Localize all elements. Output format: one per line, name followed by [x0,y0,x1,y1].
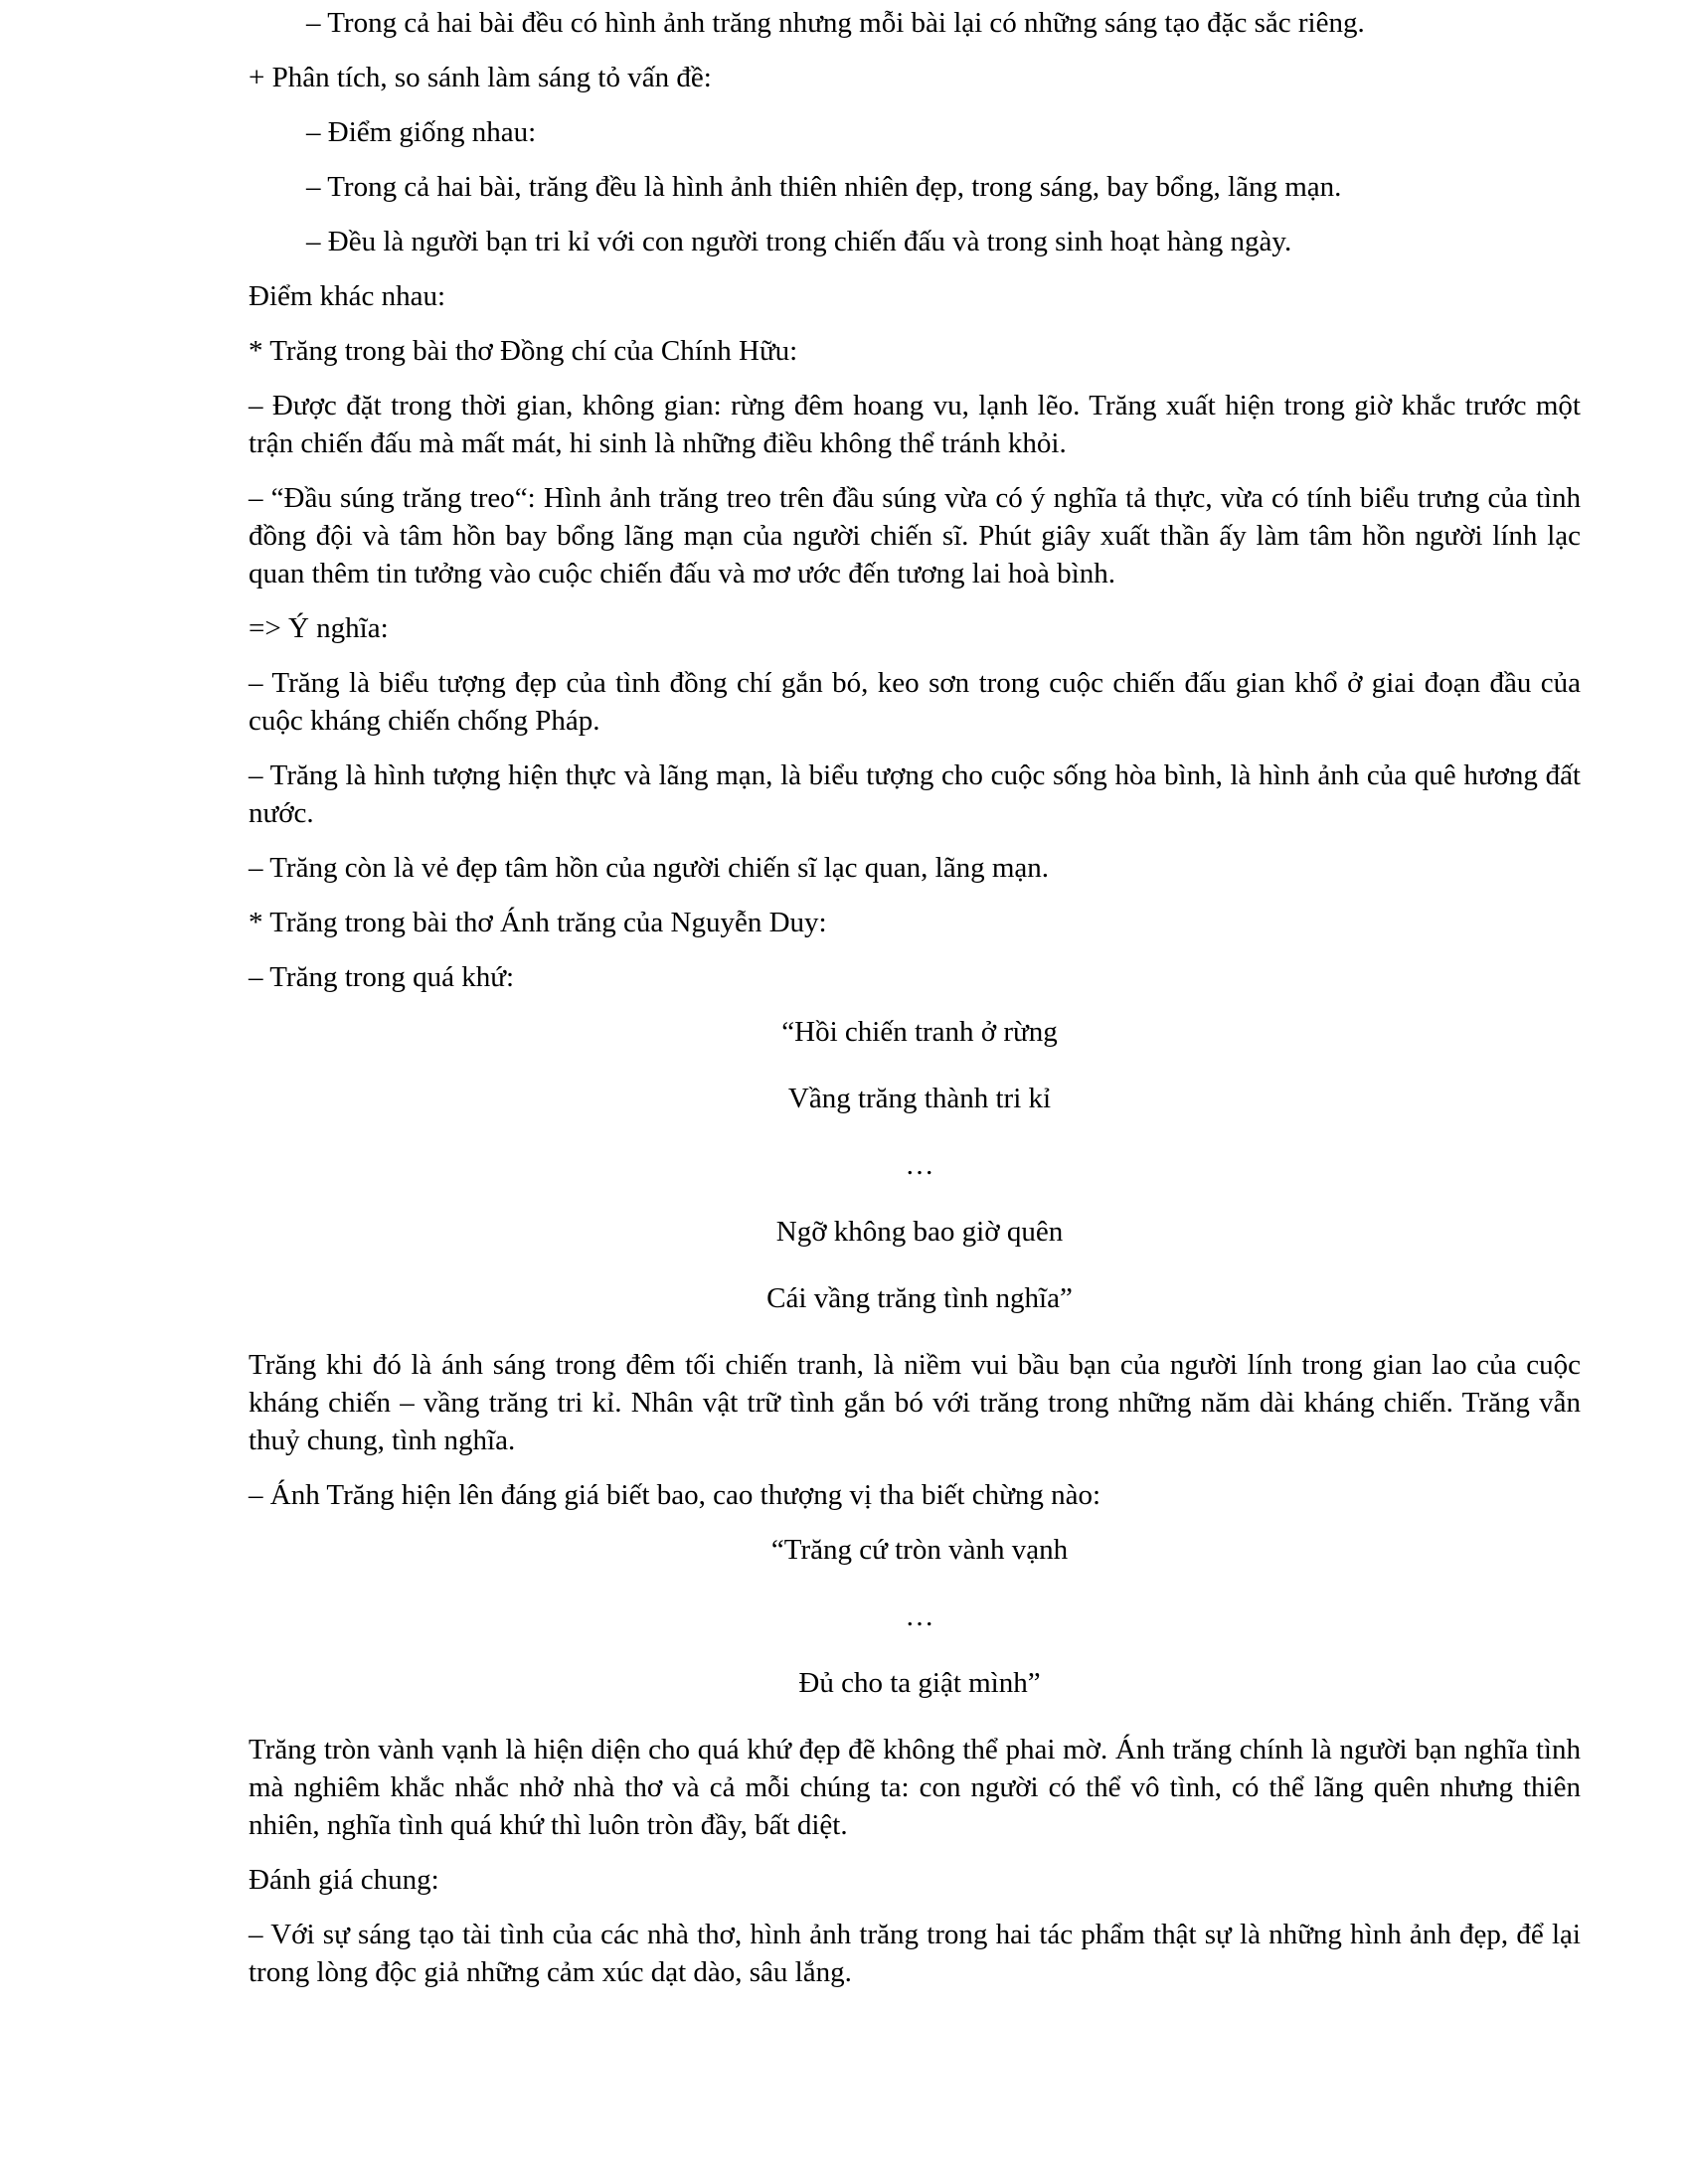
paragraph: – Trăng trong quá khứ: [249,961,515,993]
paragraph: – “Đầu súng trăng treo“: Hình ảnh trăng treo trên đầu súng vừa có ý nghĩa tả thực, vừa có tính biểu trưng của tình đồng đội và tâm hồn bay bổng lãng mạn của người chiến sĩ. Phút giây xuất thần ấy làm tâm hồn người lính lạc quan thêm tin tưởng vào cuộc chiến đấu và mơ ước đến tương lai hoà bình. [249,482,1581,589]
paragraph: Trăng khi đó là ánh sáng trong đêm tối chiến tranh, là niềm vui bầu bạn của người lính trong gian lao của cuộc kháng chiến – vầng trăng tri kỉ. Nhân vật trữ tình gắn bó với trăng trong những năm dài kháng chiến. Trăng vẫn thuỷ chung, tình nghĩa. [249,1349,1581,1456]
poem-line: Cái vầng trăng tình nghĩa” [766,1282,1073,1314]
paragraph: + Phân tích, so sánh làm sáng tỏ vấn đề: [249,62,712,93]
poem-line: Vầng trăng thành tri kỉ [787,1083,1052,1114]
paragraph: – Trong cả hai bài, trăng đều là hình ảnh thiên nhiên đẹp, trong sáng, bay bổng, lãng mạn. [306,171,1342,203]
paragraph: – Trăng là hình tượng hiện thực và lãng mạn, là biểu tượng cho cuộc sống hòa bình, là hình ảnh của quê hương đất nước. [249,759,1581,829]
document-body [249,0,1581,1991]
paragraph: * Trăng trong bài thơ Ánh trăng của Nguyễn Duy: [249,907,827,938]
poem-line: Đủ cho ta giật mình” [798,1667,1041,1699]
paragraph: – Với sự sáng tạo tài tình của các nhà thơ, hình ảnh trăng trong hai tác phẩm thật sự là những hình ảnh đẹp, để lại trong lòng độc giả những cảm xúc dạt dào, sâu lắng. [249,1919,1581,1988]
poem-excerpt-1 [249,1013,1581,1317]
paragraph: Điểm khác nhau: [249,280,446,312]
poem-excerpt-2 [249,1531,1581,1702]
paragraph: – Trăng còn là vẻ đẹp tâm hồn của người chiến sĩ lạc quan, lãng mạn. [249,852,1050,884]
paragraph: Đánh giá chung: [249,1864,439,1896]
paragraph: – Trong cả hai bài đều có hình ảnh trăng nhưng mỗi bài lại có những sáng tạo đặc sắc riêng. [306,7,1365,39]
paragraph: Trăng tròn vành vạnh là hiện diện cho quá khứ đẹp đẽ không thể phai mờ. Ánh trăng chính là người bạn nghĩa tình mà nghiêm khắc nhắc nhở nhà thơ và cả mỗi chúng ta: con người có thể vô tình, có thể lãng quên nhưng thiên nhiên, nghĩa tình quá khứ thì luôn tròn đầy, bất diệt. [249,1734,1581,1841]
poem-line: … [905,1600,934,1632]
paragraph: * Trăng trong bài thơ Đồng chí của Chính Hữu: [249,335,798,367]
paragraph: – Điểm giống nhau: [306,116,537,148]
paragraph: – Trăng là biểu tượng đẹp của tình đồng chí gắn bó, keo sơn trong cuộc chiến đấu gian khổ ở giai đoạn đầu của cuộc kháng chiến chống Pháp. [249,667,1581,737]
paragraph: – Đều là người bạn tri kỉ với con người trong chiến đấu và trong sinh hoạt hàng ngày. [306,226,1292,257]
paragraph: – Ánh Trăng hiện lên đáng giá biết bao, cao thượng vị tha biết chừng nào: [249,1479,1101,1511]
poem-line: … [905,1149,934,1181]
poem-line: “Trăng cứ tròn vành vạnh [770,1534,1069,1566]
poem-line: “Hồi chiến tranh ở rừng [781,1016,1058,1048]
paragraph: => Ý nghĩa: [249,612,389,644]
poem-line: Ngỡ không bao giờ quên [775,1216,1064,1248]
paragraph: – Được đặt trong thời gian, không gian: rừng đêm hoang vu, lạnh lẽo. Trăng xuất hiện trong giờ khắc trước một trận chiến đấu mà mất mát, hi sinh là những điều không thể tránh khỏi. [249,390,1581,459]
